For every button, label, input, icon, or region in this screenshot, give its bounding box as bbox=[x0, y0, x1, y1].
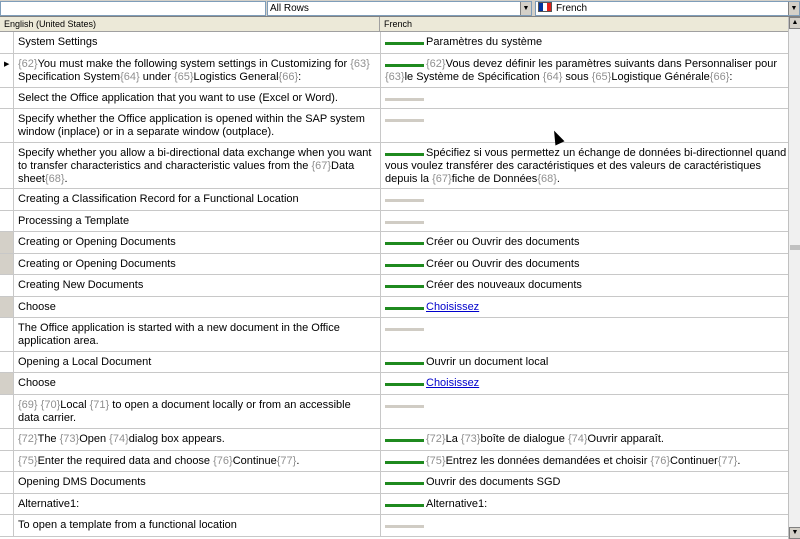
text-segment: boîte de dialogue bbox=[480, 433, 568, 445]
placeholder-tag: {70} bbox=[40, 399, 61, 411]
table-row[interactable] bbox=[0, 429, 788, 451]
row-selector[interactable] bbox=[0, 494, 14, 514]
table-row[interactable] bbox=[0, 494, 788, 515]
row-selector[interactable] bbox=[0, 395, 14, 428]
row-selector[interactable] bbox=[0, 515, 14, 536]
translation-link[interactable]: Choisissez bbox=[426, 301, 480, 313]
target-cell[interactable] bbox=[380, 232, 788, 254]
text-segment: Open bbox=[79, 433, 110, 445]
status-translated-bar bbox=[385, 482, 424, 485]
text-segment: to open a document locally or from an accessible data carrier. bbox=[18, 399, 351, 424]
source-cell[interactable] bbox=[18, 109, 374, 139]
language-dropdown[interactable] bbox=[535, 1, 800, 16]
table-row[interactable] bbox=[0, 232, 788, 254]
text-segment: . bbox=[64, 173, 68, 185]
source-cell[interactable] bbox=[18, 352, 374, 369]
status-untranslated-bar bbox=[385, 98, 424, 101]
row-selector[interactable] bbox=[0, 318, 14, 351]
row-selector[interactable] bbox=[0, 32, 14, 53]
table-row[interactable] bbox=[0, 318, 788, 352]
text-segment: System Settings bbox=[18, 36, 98, 48]
status-translated-bar bbox=[385, 64, 424, 67]
source-column-header[interactable]: English (United States) bbox=[4, 19, 97, 29]
text-segment: Vous devez définir les paramètres suivants dans Personnaliser pour bbox=[445, 58, 777, 70]
row-selector[interactable] bbox=[0, 189, 14, 210]
text-segment: under bbox=[139, 71, 174, 83]
text-segment: Creating a Classification Record for a Functional Location bbox=[18, 193, 299, 205]
text-segment: . bbox=[556, 173, 560, 185]
text-segment: Ouvrir un document local bbox=[426, 356, 549, 368]
text-segment: Spécifiez si vous permettez un échange de données bi-directionnel quand vous voulez transférer des caractéristiques et des valeurs de caractéristiques depuis la bbox=[385, 147, 787, 185]
table-row[interactable] bbox=[0, 211, 788, 232]
row-selector[interactable] bbox=[0, 143, 14, 188]
target-text bbox=[385, 236, 788, 249]
row-selector[interactable] bbox=[0, 297, 14, 317]
target-cell[interactable] bbox=[380, 395, 788, 429]
text-segment: sous bbox=[562, 71, 592, 83]
scroll-up-icon[interactable]: ▲ bbox=[789, 17, 800, 29]
text-segment: Choose bbox=[18, 377, 56, 389]
france-flag-icon bbox=[538, 2, 552, 12]
status-translated-bar bbox=[385, 362, 424, 365]
text-segment: . bbox=[737, 455, 741, 467]
target-text bbox=[385, 36, 788, 49]
target-text bbox=[385, 258, 788, 271]
text-segment: Créer ou Ouvrir des documents bbox=[426, 258, 580, 270]
source-cell[interactable] bbox=[18, 275, 374, 292]
table-row[interactable] bbox=[0, 395, 788, 429]
placeholder-tag: {66} bbox=[278, 71, 299, 83]
row-selector[interactable] bbox=[0, 54, 14, 87]
row-selector[interactable] bbox=[0, 232, 14, 253]
row-selector[interactable] bbox=[0, 451, 14, 471]
source-cell[interactable] bbox=[18, 254, 374, 271]
row-selector[interactable] bbox=[0, 88, 14, 108]
table-row[interactable] bbox=[0, 32, 788, 54]
placeholder-tag: {76} bbox=[650, 455, 671, 467]
target-cell[interactable] bbox=[380, 109, 788, 143]
row-selector[interactable] bbox=[0, 254, 14, 274]
text-segment: Alternative1: bbox=[18, 498, 80, 510]
language-value: French bbox=[556, 3, 588, 14]
target-cell[interactable] bbox=[380, 143, 788, 189]
row-selector[interactable] bbox=[0, 352, 14, 372]
target-cell[interactable] bbox=[380, 297, 788, 318]
target-text bbox=[385, 377, 788, 390]
status-untranslated-bar bbox=[385, 525, 424, 528]
target-cell[interactable] bbox=[380, 373, 788, 395]
source-cell[interactable] bbox=[18, 451, 374, 468]
placeholder-tag: {76} bbox=[213, 455, 233, 467]
text-segment: . bbox=[296, 455, 300, 467]
source-cell[interactable] bbox=[18, 494, 374, 511]
target-cell[interactable] bbox=[380, 275, 788, 297]
vertical-scrollbar[interactable] bbox=[788, 17, 800, 539]
status-translated-bar bbox=[385, 42, 424, 45]
target-cell[interactable] bbox=[380, 429, 788, 451]
table-row[interactable] bbox=[0, 109, 788, 143]
text-segment: Logistique Générale bbox=[611, 71, 710, 83]
text-segment: le Système de Spécification bbox=[404, 71, 543, 83]
target-text bbox=[385, 498, 788, 511]
text-segment: Choose bbox=[18, 301, 56, 313]
text-segment: fiche de Données bbox=[451, 173, 538, 185]
status-translated-bar bbox=[385, 264, 424, 267]
status-untranslated-bar bbox=[385, 199, 424, 202]
text-segment: Creating New Documents bbox=[18, 279, 144, 291]
target-cell[interactable] bbox=[380, 451, 788, 472]
target-text bbox=[385, 58, 788, 84]
status-untranslated-bar bbox=[385, 119, 424, 122]
target-column-header[interactable]: French bbox=[384, 19, 413, 29]
scroll-thumb[interactable] bbox=[790, 245, 800, 250]
target-cell[interactable] bbox=[380, 352, 788, 373]
text-segment: Logistics General bbox=[193, 71, 279, 83]
table-row[interactable] bbox=[0, 297, 788, 318]
placeholder-tag: {64} bbox=[120, 71, 140, 83]
target-text bbox=[385, 356, 788, 369]
translation-link[interactable]: Choisissez bbox=[426, 377, 480, 389]
target-cell[interactable] bbox=[380, 88, 788, 109]
text-segment: Enter the required data and choose bbox=[37, 455, 214, 467]
text-segment: Opening a Local Document bbox=[18, 356, 152, 368]
text-segment: Specification System bbox=[18, 71, 121, 83]
placeholder-tag: {67} bbox=[311, 160, 332, 172]
text-segment: La bbox=[445, 433, 461, 445]
filter-toolbar bbox=[0, 0, 800, 17]
row-filter-dropdown[interactable] bbox=[267, 1, 532, 16]
target-text bbox=[385, 279, 788, 292]
target-cell[interactable] bbox=[380, 211, 788, 232]
text-segment: Specify whether the Office application is opened within the SAP system window (inplace) or in a separate window (outplace). bbox=[18, 113, 365, 138]
search-field[interactable] bbox=[0, 1, 266, 16]
placeholder-tag: {77} bbox=[717, 455, 738, 467]
placeholder-tag: {72} bbox=[426, 433, 446, 445]
status-translated-bar bbox=[385, 153, 424, 156]
source-cell[interactable] bbox=[18, 429, 374, 446]
placeholder-tag: {69} bbox=[18, 399, 38, 411]
target-cell[interactable] bbox=[380, 54, 788, 88]
text-segment: Alternative1: bbox=[426, 498, 488, 510]
status-untranslated-bar bbox=[385, 221, 424, 224]
source-cell[interactable] bbox=[18, 395, 374, 425]
placeholder-tag: {71} bbox=[89, 399, 110, 411]
status-translated-bar bbox=[385, 383, 424, 386]
status-translated-bar bbox=[385, 307, 424, 310]
grid-header bbox=[0, 17, 788, 32]
placeholder-tag: {63} bbox=[350, 58, 370, 70]
placeholder-tag: {75} bbox=[18, 455, 38, 467]
text-segment: Créer des nouveaux documents bbox=[426, 279, 582, 291]
source-cell[interactable] bbox=[18, 515, 374, 532]
target-cell[interactable] bbox=[380, 318, 788, 352]
column-divider[interactable] bbox=[379, 17, 380, 32]
source-cell[interactable] bbox=[18, 143, 374, 186]
table-row[interactable] bbox=[0, 88, 788, 109]
text-segment: Local bbox=[60, 399, 90, 411]
table-row[interactable] bbox=[0, 451, 788, 472]
status-untranslated-bar bbox=[385, 405, 424, 408]
placeholder-tag: {77} bbox=[276, 455, 297, 467]
placeholder-tag: {62} bbox=[426, 58, 446, 70]
status-translated-bar bbox=[385, 504, 424, 507]
text-segment: To open a template from a functional location bbox=[18, 519, 237, 531]
text-segment: Select the Office application that you want to use (Excel or Word). bbox=[18, 92, 338, 104]
text-segment: Ouvrir des documents SGD bbox=[426, 476, 561, 488]
placeholder-tag: {67} bbox=[432, 173, 452, 185]
text-segment: Continue bbox=[232, 455, 277, 467]
row-selector[interactable] bbox=[0, 472, 14, 493]
source-cell[interactable] bbox=[18, 189, 374, 206]
text-segment: Ouvrir apparaît. bbox=[587, 433, 664, 445]
placeholder-tag: {65} bbox=[173, 71, 194, 83]
text-segment: You must make the following system settings in Customizing for bbox=[37, 58, 351, 70]
text-segment: Continuer bbox=[670, 455, 718, 467]
source-cell[interactable] bbox=[18, 211, 374, 228]
placeholder-tag: {73} bbox=[59, 433, 80, 445]
target-cell[interactable] bbox=[380, 494, 788, 515]
target-cell[interactable] bbox=[380, 472, 788, 494]
scroll-down-icon[interactable]: ▼ bbox=[789, 527, 800, 539]
table-row[interactable] bbox=[0, 352, 788, 373]
text-segment: Paramètres du système bbox=[426, 36, 543, 48]
target-text bbox=[385, 455, 788, 468]
row-selector[interactable] bbox=[0, 275, 14, 296]
table-row[interactable] bbox=[0, 515, 788, 537]
target-text bbox=[385, 301, 788, 314]
placeholder-tag: {68} bbox=[44, 173, 65, 185]
placeholder-tag: {65} bbox=[591, 71, 612, 83]
text-segment: Data sheet bbox=[18, 160, 355, 185]
placeholder-tag: {62} bbox=[18, 58, 38, 70]
placeholder-tag: {66} bbox=[709, 71, 730, 83]
target-cell[interactable] bbox=[380, 515, 788, 537]
placeholder-tag: {73} bbox=[460, 433, 481, 445]
status-translated-bar bbox=[385, 439, 424, 442]
status-untranslated-bar bbox=[385, 328, 424, 331]
table-row[interactable] bbox=[0, 54, 788, 88]
target-text bbox=[385, 433, 788, 446]
text-segment: : bbox=[298, 71, 302, 83]
table-row[interactable] bbox=[0, 143, 788, 189]
text-segment: Entrez les données demandées et choisir bbox=[445, 455, 651, 467]
text-segment: The bbox=[37, 433, 60, 445]
target-cell[interactable] bbox=[380, 189, 788, 211]
text-segment: Creating or Opening Documents bbox=[18, 258, 176, 270]
text-segment: Specify whether you allow a bi-directional data exchange when you want to transfer characteristics and characteristic values from the bbox=[18, 147, 372, 172]
chevron-down-icon[interactable]: ▼ bbox=[520, 2, 531, 15]
placeholder-tag: {68} bbox=[537, 173, 557, 185]
source-cell[interactable] bbox=[18, 54, 374, 84]
source-cell[interactable] bbox=[18, 297, 374, 314]
source-cell[interactable] bbox=[18, 32, 374, 49]
status-translated-bar bbox=[385, 285, 424, 288]
placeholder-tag: {64} bbox=[542, 71, 563, 83]
target-cell[interactable] bbox=[380, 32, 788, 54]
text-segment: Processing a Template bbox=[18, 215, 130, 227]
row-selector[interactable] bbox=[0, 373, 14, 394]
placeholder-tag: {74} bbox=[567, 433, 588, 445]
source-cell[interactable] bbox=[18, 88, 374, 105]
placeholder-tag: {75} bbox=[426, 455, 446, 467]
target-text bbox=[385, 147, 788, 186]
source-cell[interactable] bbox=[18, 318, 374, 348]
current-row-icon: ▶ bbox=[4, 61, 10, 68]
source-cell[interactable] bbox=[18, 373, 374, 390]
source-cell[interactable] bbox=[18, 232, 374, 249]
translation-grid bbox=[0, 32, 788, 539]
table-row[interactable] bbox=[0, 472, 788, 494]
chevron-down-icon[interactable]: ▼ bbox=[788, 2, 799, 15]
status-translated-bar bbox=[385, 461, 424, 464]
text-segment: Creating or Opening Documents bbox=[18, 236, 176, 248]
row-selector[interactable] bbox=[0, 429, 14, 450]
text-segment: The Office application is started with a new document in the Office application area. bbox=[18, 322, 340, 347]
row-filter-value: All Rows bbox=[270, 3, 309, 14]
row-selector[interactable] bbox=[0, 109, 14, 142]
row-selector[interactable] bbox=[0, 211, 14, 231]
text-segment: Créer ou Ouvrir des documents bbox=[426, 236, 580, 248]
table-row[interactable] bbox=[0, 189, 788, 211]
text-segment: Opening DMS Documents bbox=[18, 476, 146, 488]
source-cell[interactable] bbox=[18, 472, 374, 489]
target-cell[interactable] bbox=[380, 254, 788, 275]
table-row[interactable] bbox=[0, 373, 788, 395]
text-segment: dialog box appears. bbox=[128, 433, 225, 445]
text-segment: : bbox=[729, 71, 733, 83]
placeholder-tag: {74} bbox=[109, 433, 129, 445]
table-row[interactable] bbox=[0, 254, 788, 275]
placeholder-tag: {72} bbox=[18, 433, 38, 445]
table-row[interactable] bbox=[0, 275, 788, 297]
placeholder-tag: {63} bbox=[385, 71, 405, 83]
status-translated-bar bbox=[385, 242, 424, 245]
target-text bbox=[385, 476, 788, 489]
